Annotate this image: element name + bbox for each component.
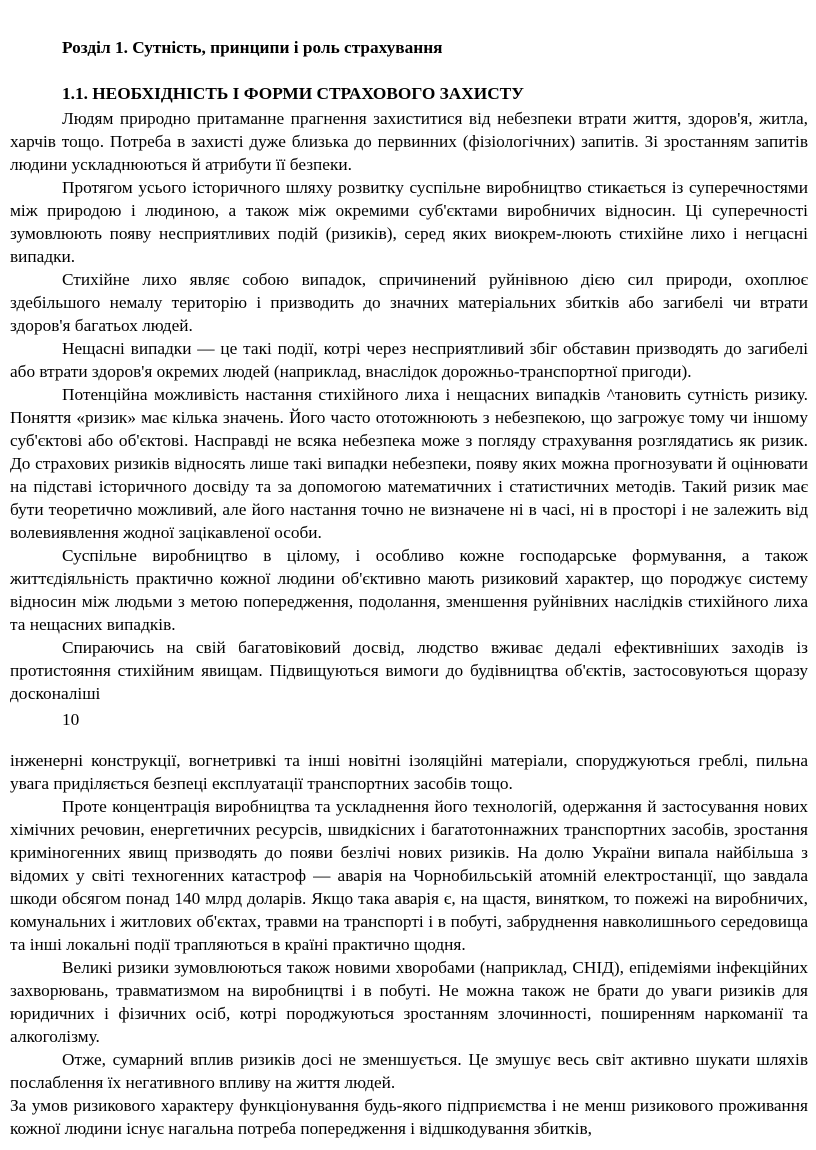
paragraph: За умов ризикового характеру функціонування будь-якого підприємства і не менш ризикового проживання кожної людини існує нагальна потреба попередження і відшкодування збитків, [10,1096,808,1138]
subsection-title: 1.1. НЕОБХІДНІСТЬ І ФОРМИ СТРАХОВОГО ЗАХИСТУ [62,84,524,103]
text-block-page-11 [10,749,808,1140]
paragraph: Протягом усього історичного шляху розвитку суспільне виробництво стикається із суперечностями між природою і людиною, а також між окремими суб'єктами виробничих відносин. Ці суперечності зумовлюють появу несприятливих подій (ризиків), серед яких виокрем-люють стихійне лихо і негцасні випадки. [10,178,808,266]
paragraph: Проте концентрація виробництва та ускладнення його технологій, одержання й застосування нових хімічних речовин, енергетичних ресурсів, швидкісних і багатотоннажних транспортних засобів, зростання криміногенних явищ призводять до появи безлічі нових ризиків. На долю України випала найбільша з відомих у світі техногенних катастроф — аварія на Чорнобильській атомній електростанції, що завдала шкоди обсягом понад 140 млрд доларів. Якщо така аварія є, на щастя, винятком, то пожежі на виробничих, комунальних і житлових об'єктах, травми на транспорті і в побуті, забруднення навколишнього середовища та інші локальні події трапляються в країні практично щодня. [10,797,808,954]
paragraph: Потенційна можливість настання стихійного лиха і нещасних випадків ^тановить сутність ризику. Поняття «ризик» має кілька значень. Його часто ототожнюють з небезпекою, що загрожує тому чи іншому суб'єктові або об'єктові. Насправді не всяка небезпека може з погляду страхування розглядатись як ризик. До страхових ризиків відносять лише такі випадки небезпеки, появу яких можна прогнозувати й оцінювати на підставі історичного досвіду та за допомогою математичних і статистичних методів. Такий ризик має бути теоретично можливий, але його настання точно не визначене ні в часі, ні в просторі і не залежить від волевиявлення жодної зацікавленої особи. [10,385,808,542]
paragraph: Нещасні випадки — це такі події, котрі через несприятливий збіг обставин призводять до загибелі або втрати здоров'я окремих людей (наприклад, внаслідок дорожньо-транспортної пригоди). [10,339,808,381]
paragraph: інженерні конструкції, вогнетривкі та інші новітні ізоляційні матеріали, споруджуються греблі, пильна увага приділяється безпеці експлуатації транспортних засобів тощо. [10,751,808,793]
paragraph: Суспільне виробництво в цілому, і особливо кожне господарське формування, а також життєдіяльність практично кожної людини об'єктивно мають ризиковий характер, що породжує систему відносин між людьми з метою попередження, подолання, зменшення руйнівних наслідків стихійного лиха та нещасних випадків. [10,546,808,634]
paragraph: Людям природно притаманне прагнення захиститися від небезпеки втрати життя, здоров'я, житла, харчів тощо. Потреба в захисті дуже близька до первинних (фізіологічних) запитів. Зі зростанням запитів людини ускладнюються й атрибути її безпеки. [10,109,808,174]
paragraph: Отже, сумарний вплив ризиків досі не зменшується. Це змушує весь світ активно шукати шляхів послаблення їх негативного впливу на життя людей. [10,1050,808,1092]
paragraph: Спираючись на свій багатовіковий досвід, людство вживає дедалі ефективніших заходів із протистояння стихійним явищам. Підвищуються вимоги до будівництва об'єктів, застосовуються щоразу досконаліші [10,638,808,703]
paragraph: Стихійне лихо являє собою випадок, спричинений руйнівною дією сил природи, охоплює здебільшого немалу територію і призводить до значних матеріальних збитків або загибелі чи втрати здоров'я багатьох людей. [10,270,808,335]
section-title: Розділ 1. Сутність, принципи і роль страхування [62,38,443,57]
text-block-page-10 [10,107,808,705]
paragraph: Великі ризики зумовлюються також новими хворобами (наприклад, СНІД), епідеміями інфекційних захворювань, травматизмом на виробництві і в побуті. Не можна також не брати до уваги ризиків для юридичних і фізичних осіб, котрі породжуються зростанням злочинності, поширенням наркоманії та алкоголізму. [10,958,808,1046]
page-number: 10 [62,710,80,729]
